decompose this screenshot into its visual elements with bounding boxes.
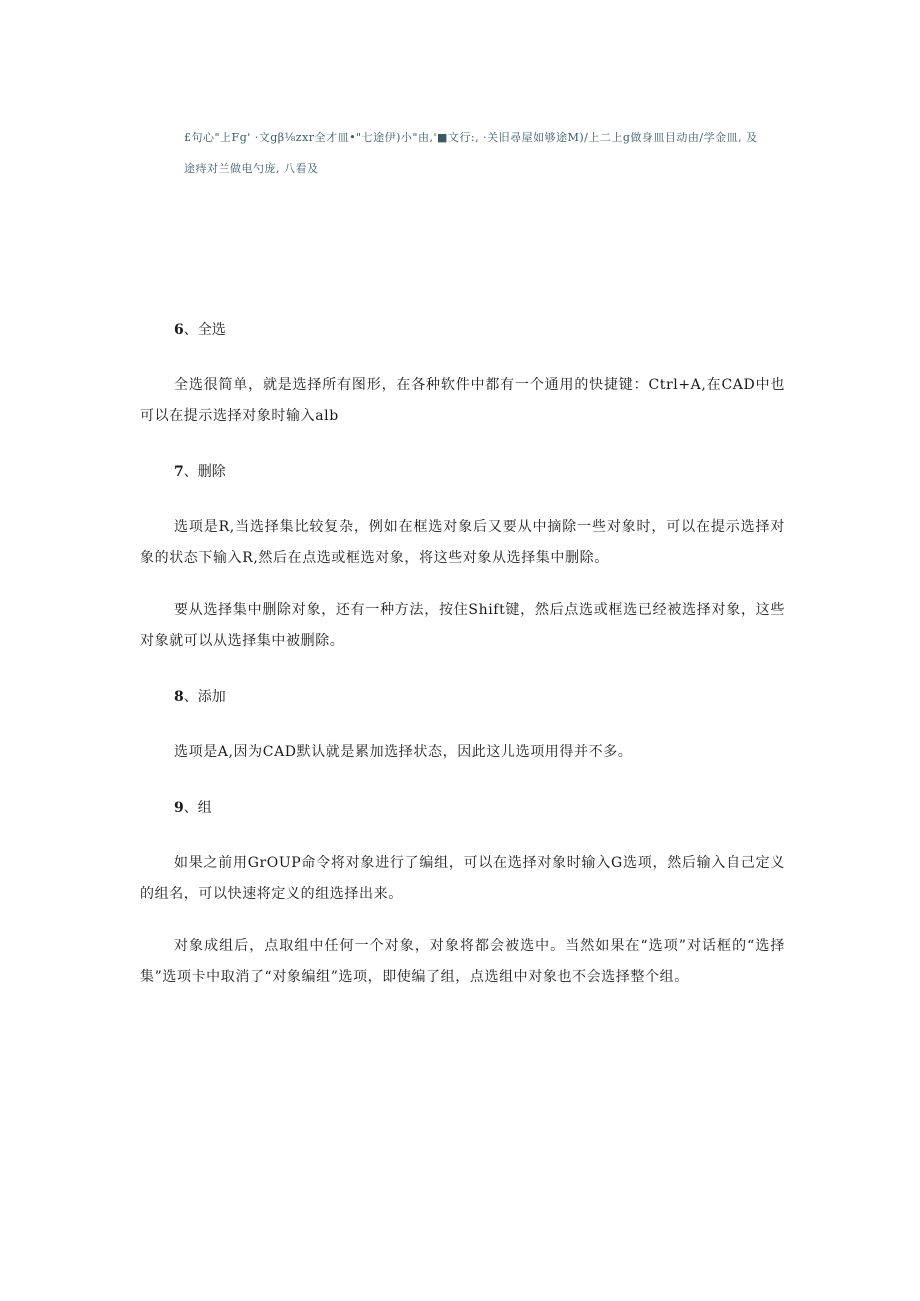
paragraph: 对象成组后，点取组中任何一个对象，对象将都会被选中。当然如果在“选项”对话框的“选择集”选项卡中取消了“对象编组”选项，即使编了组，点选组中对象也不会选择整个组。 — [140, 938, 785, 985]
section-heading-6 — [140, 316, 785, 344]
section-number: 8 — [174, 689, 184, 705]
section-number: 7 — [174, 464, 184, 480]
section-number: 6 — [174, 322, 184, 338]
garbled-line-1: £句心"上Fg' ·文gβ⅛zxr全才皿•"七途伊)小"由,'■文行:, ·关旧尋屋如够途M)/上二上g做身皿目动由/学金皿, 及 — [184, 131, 758, 144]
section-heading-8 — [140, 683, 785, 711]
section-title: 、全选 — [183, 322, 226, 338]
section-title: 、组 — [183, 800, 212, 816]
paragraph: 选项是A,因为CAD默认就是累加选择状态，因此这儿选项用得并不多。 — [174, 744, 633, 760]
section-title: 、删除 — [183, 464, 226, 480]
section-title: 、添加 — [183, 689, 226, 705]
paragraph: 选项是R,当选择集比较复杂，例如在框选对象后又要从中摘除一些对象时，可以在提示选择对象的状态下输入R,然后在点选或框选对象，将这些对象从选择集中删除。 — [140, 519, 785, 566]
garbled-line-2: 途痔对兰做电勺庞, 八看及 — [184, 162, 319, 175]
paragraph: 如果之前用GrOUP命令将对象进行了编组，可以在选择对象时输入G选项，然后输入自己定义的组名，可以快速将定义的组选择出来。 — [140, 855, 785, 902]
section-heading-9 — [140, 794, 785, 822]
section-heading-7 — [140, 458, 785, 486]
paragraph: 全选很简单，就是选择所有图形，在各种软件中都有一个通用的快捷键：Ctrl+A,在CAD中也可以在提示选择对象时输入alb — [140, 377, 785, 424]
paragraph: 要从选择集中删除对象，还有一种方法，按住Shift键，然后点选或框选已经被选择对象，这些对象就可以从选择集中被删除。 — [140, 602, 785, 649]
garbled-ocr-text — [184, 122, 784, 184]
document-body — [140, 316, 785, 993]
section-number: 9 — [174, 800, 184, 816]
